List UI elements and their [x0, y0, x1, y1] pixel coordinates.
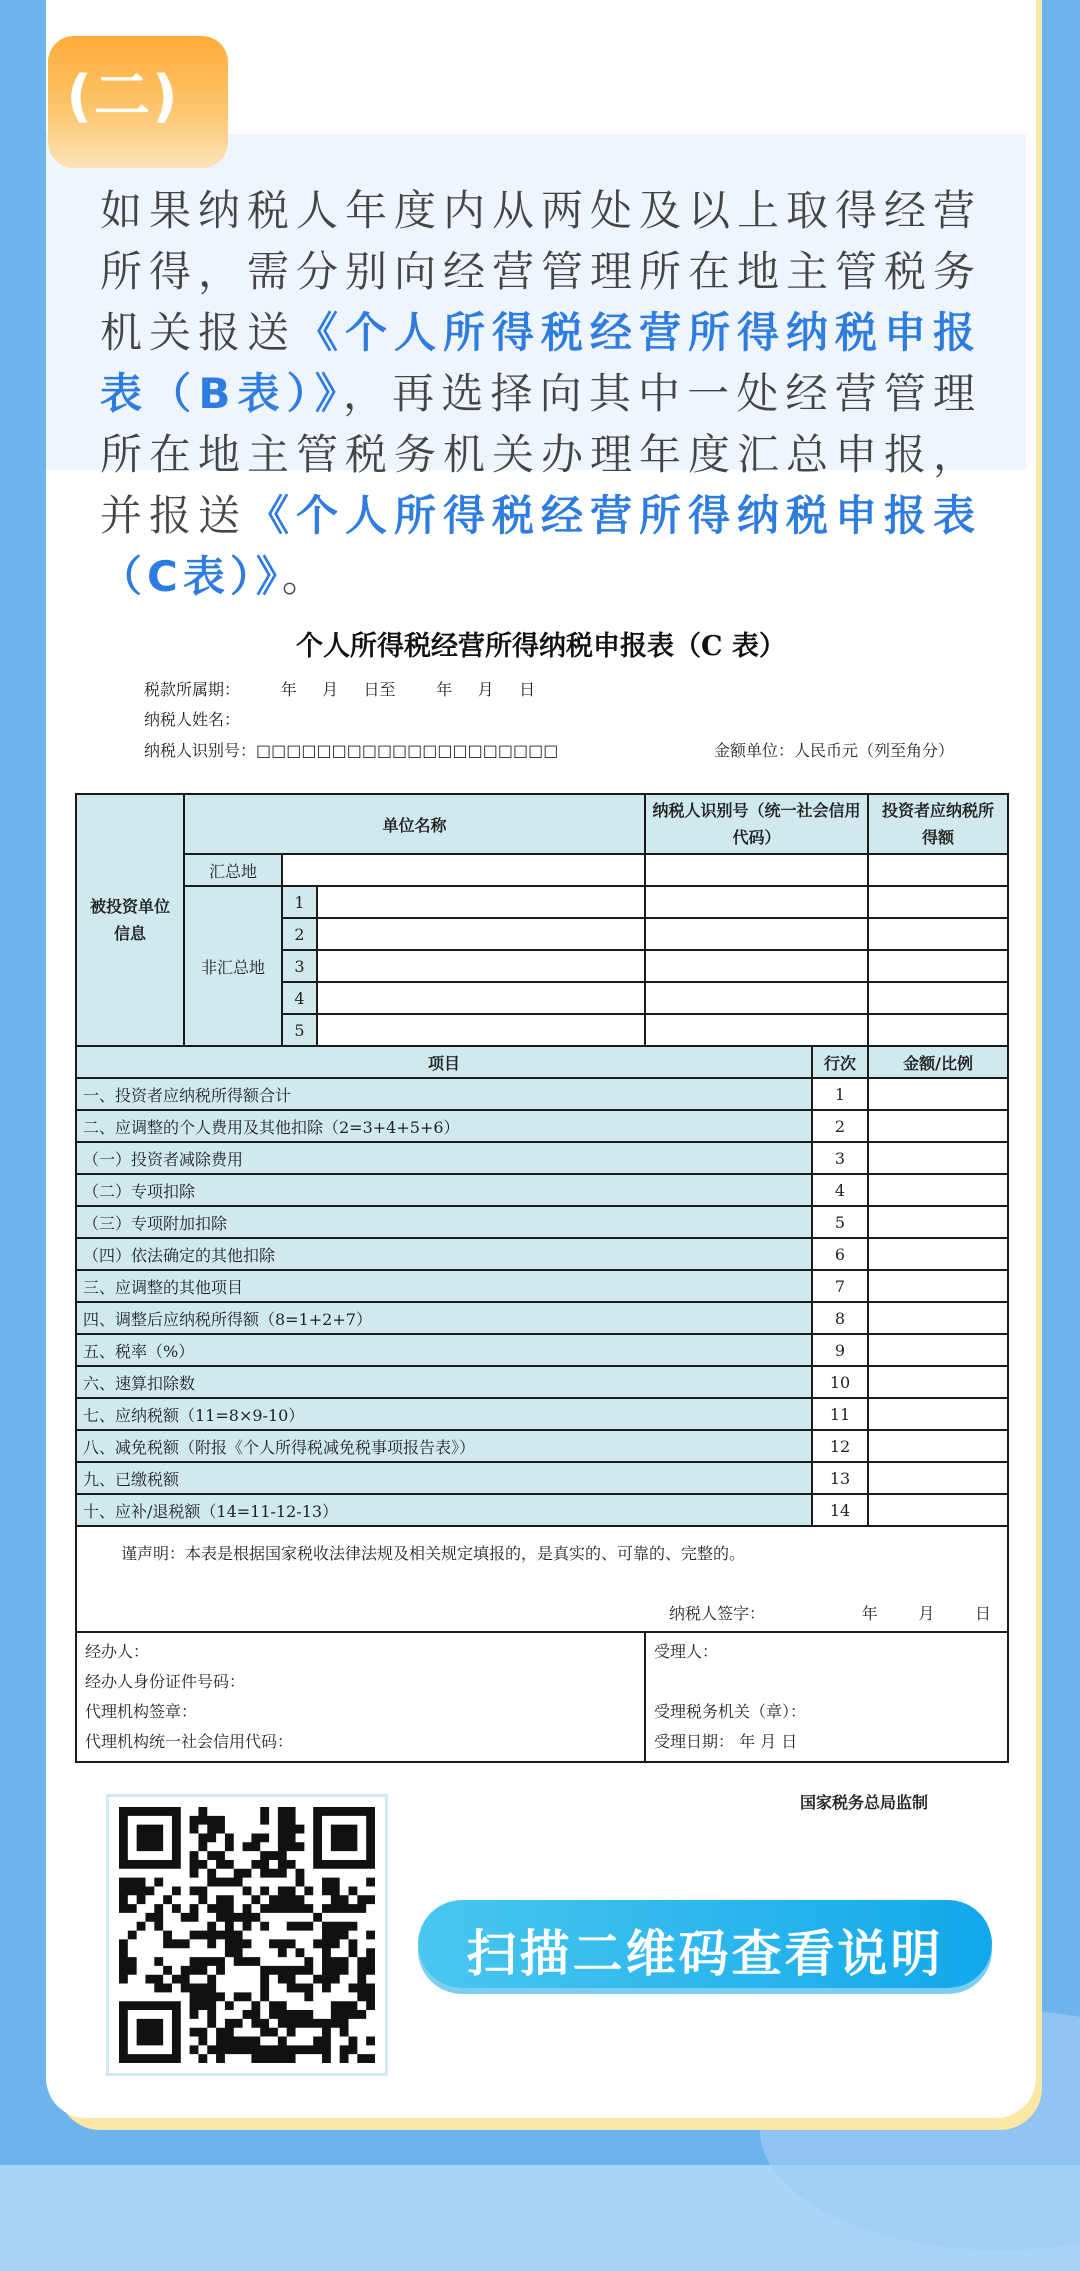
summary-unit-name-cell[interactable] — [282, 854, 645, 886]
taxpayer-id-cell[interactable] — [645, 1014, 868, 1046]
sub-row-number: 2 — [282, 918, 317, 950]
item-row-number: 13 — [812, 1462, 868, 1494]
taxpayer-id: 纳税人识别号：□□□□□□□□□□□□□□□□□□□□ — [144, 741, 559, 760]
invested-unit-info-header: 被投资单位信息 — [76, 794, 184, 1046]
item-header: 项目 — [76, 1046, 812, 1078]
item-amount-cell[interactable] — [868, 1078, 1008, 1110]
income-cell[interactable] — [868, 982, 1008, 1014]
item-amount-cell[interactable] — [868, 1174, 1008, 1206]
item-row-number: 3 — [812, 1142, 868, 1174]
item-label: 二、应调整的个人费用及其他扣除（2=3+4+5+6） — [76, 1110, 812, 1142]
currency-unit: 金额单位：人民币元（列至角分） — [714, 741, 955, 760]
unit-name-cell[interactable] — [317, 918, 645, 950]
agent-info-cell — [76, 1632, 645, 1762]
unit-name-header: 单位名称 — [184, 794, 645, 854]
taxpayer-id-header: 纳税人识别号（统一社会信用代码） — [645, 794, 868, 854]
sub-row-number: 3 — [282, 950, 317, 982]
qr-code-image — [119, 1807, 375, 2063]
intro-text-1: 如果纳税人年度内从两处及以上取得经营所得，需分别向经营管理所在地主管税务机关报送 — [100, 186, 980, 357]
summary-taxpayer-id-cell[interactable] — [645, 854, 868, 886]
item-row-number: 8 — [812, 1302, 868, 1334]
accepting-tax-authority: 受理税务机关（章）： — [654, 1702, 807, 1721]
unit-name-cell[interactable] — [317, 886, 645, 918]
income-cell[interactable] — [868, 950, 1008, 982]
acceptance-date: 受理日期： 年 月 日 — [654, 1732, 798, 1751]
item-label: 九、已缴税额 — [76, 1462, 812, 1494]
taxpayer-id-cell[interactable] — [645, 982, 868, 1014]
item-label: （四）依法确定的其他扣除 — [76, 1238, 812, 1270]
acceptance-info-cell — [645, 1632, 1008, 1762]
unit-name-cell[interactable] — [317, 982, 645, 1014]
item-label: 七、应纳税额（11=8×9-10） — [76, 1398, 812, 1430]
unit-name-cell[interactable] — [317, 950, 645, 982]
item-row-number: 7 — [812, 1270, 868, 1302]
item-label: 十、应补/退税额（14=11-12-13） — [76, 1494, 812, 1526]
item-amount-cell[interactable] — [868, 1142, 1008, 1174]
item-label: 五、税率（%） — [76, 1334, 812, 1366]
agency-seal: 代理机构签章： — [85, 1702, 198, 1721]
taxpayer-signature: 纳税人签字： 年 月 日 — [669, 1604, 992, 1623]
unit-name-cell[interactable] — [317, 1014, 645, 1046]
income-cell[interactable] — [868, 1014, 1008, 1046]
tax-period: 税款所属期： 年 月 日至 年 月 日 — [144, 680, 536, 699]
non-summary-location-label: 非汇总地 — [184, 886, 282, 1046]
declaration-cell — [76, 1526, 1008, 1632]
declaration-text: 谨声明：本表是根据国家税收法律法规及相关规定填报的，是真实的、可靠的、完整的。 — [121, 1544, 746, 1563]
item-amount-cell[interactable] — [868, 1302, 1008, 1334]
agency-credit-code: 代理机构统一社会信用代码： — [85, 1732, 294, 1751]
item-row-number: 2 — [812, 1110, 868, 1142]
item-label: （二）专项扣除 — [76, 1174, 812, 1206]
amount-header: 金额/比例 — [868, 1046, 1008, 1078]
row-header: 行次 — [812, 1046, 868, 1078]
income-cell[interactable] — [868, 918, 1008, 950]
taxpayer-id-cell[interactable] — [645, 950, 868, 982]
item-amount-cell[interactable] — [868, 1238, 1008, 1270]
acceptance-blank — [654, 1667, 999, 1697]
scan-qr-button[interactable] — [418, 1900, 992, 1988]
item-row-number: 12 — [812, 1430, 868, 1462]
item-label: 八、减免税额（附报《个人所得税减免税事项报告表》） — [76, 1430, 812, 1462]
item-label: （三）专项附加扣除 — [76, 1206, 812, 1238]
content-card — [46, 0, 1036, 2118]
item-label: 一、投资者应纳税所得额合计 — [76, 1078, 812, 1110]
item-row-number: 10 — [812, 1366, 868, 1398]
item-label: 四、调整后应纳税所得额（8=1+2+7） — [76, 1302, 812, 1334]
item-row-number: 1 — [812, 1078, 868, 1110]
item-amount-cell[interactable] — [868, 1334, 1008, 1366]
form-title: 个人所得税经营所得纳税申报表（C 表） — [296, 631, 786, 662]
investor-taxable-income-header: 投资者应纳税所得额 — [868, 794, 1008, 854]
qr-modules — [119, 1807, 375, 2063]
item-label: （一）投资者减除费用 — [76, 1142, 812, 1174]
item-amount-cell[interactable] — [868, 1398, 1008, 1430]
item-row-number: 6 — [812, 1238, 868, 1270]
scan-qr-button-label: 扫描二维码查看说明 — [466, 1925, 944, 1983]
intro-highlight-form-c: 《个人所得税经营所得纳税申报表（C表）》 — [100, 491, 980, 601]
supervisor-note: 国家税务总局监制 — [800, 1793, 929, 1812]
item-row-number: 11 — [812, 1398, 868, 1430]
taxpayer-id-cell[interactable] — [645, 918, 868, 950]
item-amount-cell[interactable] — [868, 1366, 1008, 1398]
item-row-number: 5 — [812, 1206, 868, 1238]
sub-row-number: 5 — [282, 1014, 317, 1046]
intro-text-2: ，再选择向其中一处经营管理所在地主管税务机关办理年度汇总申报，并报送 — [100, 369, 980, 540]
agent-id-number: 经办人身份证件号码： — [85, 1672, 246, 1691]
item-row-number: 4 — [812, 1174, 868, 1206]
item-amount-cell[interactable] — [868, 1270, 1008, 1302]
item-amount-cell[interactable] — [868, 1110, 1008, 1142]
item-amount-cell[interactable] — [868, 1462, 1008, 1494]
item-amount-cell[interactable] — [868, 1494, 1008, 1526]
summary-income-cell[interactable] — [868, 854, 1008, 886]
agent-name: 经办人： — [85, 1642, 150, 1661]
taxpayer-id-cell[interactable] — [645, 886, 868, 918]
summary-location-label: 汇总地 — [184, 854, 282, 886]
qr-code[interactable] — [106, 1794, 388, 2076]
section-badge-label: (二) — [66, 64, 180, 129]
item-amount-cell[interactable] — [868, 1430, 1008, 1462]
item-row-number: 14 — [812, 1494, 868, 1526]
sub-row-number: 1 — [282, 886, 317, 918]
intro-highlight-form-b: 《个人所得税经营所得纳税申报表（B表）》 — [100, 308, 980, 418]
intro-text-3: 。 — [281, 552, 329, 601]
item-amount-cell[interactable] — [868, 1206, 1008, 1238]
item-label: 三、应调整的其他项目 — [76, 1270, 812, 1302]
income-cell[interactable] — [868, 886, 1008, 918]
acceptor: 受理人： — [654, 1642, 719, 1661]
item-label: 六、速算扣除数 — [76, 1366, 812, 1398]
section-badge — [48, 36, 228, 168]
taxpayer-name: 纳税人姓名： — [144, 710, 241, 729]
tax-form-table — [75, 793, 1009, 1763]
item-row-number: 9 — [812, 1334, 868, 1366]
sub-row-number: 4 — [282, 982, 317, 1014]
intro-paragraph — [100, 180, 980, 607]
